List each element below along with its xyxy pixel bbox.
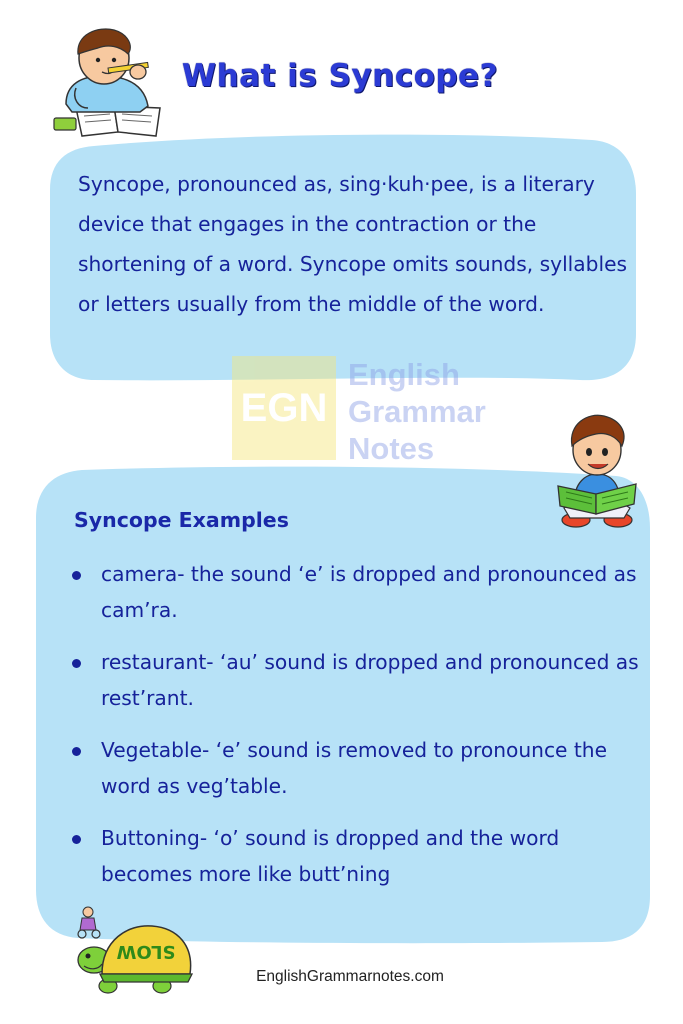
list-item	[70, 732, 640, 804]
list-item-text: restaurant- ‘au’ sound is dropped and pronounced as rest’rant.	[101, 650, 639, 710]
list-item	[70, 556, 640, 628]
examples-heading: Syncope Examples	[74, 508, 289, 532]
watermark-logo: EGN	[232, 356, 336, 460]
list-item	[70, 820, 640, 892]
bullet-dot-icon	[72, 835, 81, 844]
watermark	[232, 356, 532, 464]
bullet-dot-icon	[72, 659, 81, 668]
bullet-dot-icon	[72, 747, 81, 756]
boy-thinking-illustration	[52, 24, 170, 140]
boy-reading-illustration	[554, 412, 640, 530]
turtle-shell-text: SLOW	[116, 941, 176, 962]
watermark-line-3: Notes	[348, 431, 435, 466]
watermark-line-1: English	[348, 357, 460, 392]
bullet-dot-icon	[72, 571, 81, 580]
list-item	[70, 644, 640, 716]
list-item-text: Vegetable- ‘e’ sound is removed to pronounce the word as veg’table.	[101, 738, 608, 798]
watermark-text	[348, 356, 486, 467]
examples-list	[70, 556, 640, 908]
watermark-line-2: Grammar	[348, 394, 486, 429]
list-item-text: Buttoning- ‘o’ sound is dropped and the word becomes more like butt’ning	[101, 826, 560, 886]
page-title: What is Syncope?	[181, 58, 499, 94]
footer-website: EnglishGrammarnotes.com	[256, 968, 444, 985]
definition-text: Syncope, pronounced as, sing·kuh·pee, is a literary device that engages in the contraction or the shortening of a word. Syncope omits sounds, syllables or letters usually from the middle of the word.	[78, 172, 628, 316]
list-item-text: camera- the sound ‘e’ is dropped and pronounced as cam’ra.	[101, 562, 637, 622]
